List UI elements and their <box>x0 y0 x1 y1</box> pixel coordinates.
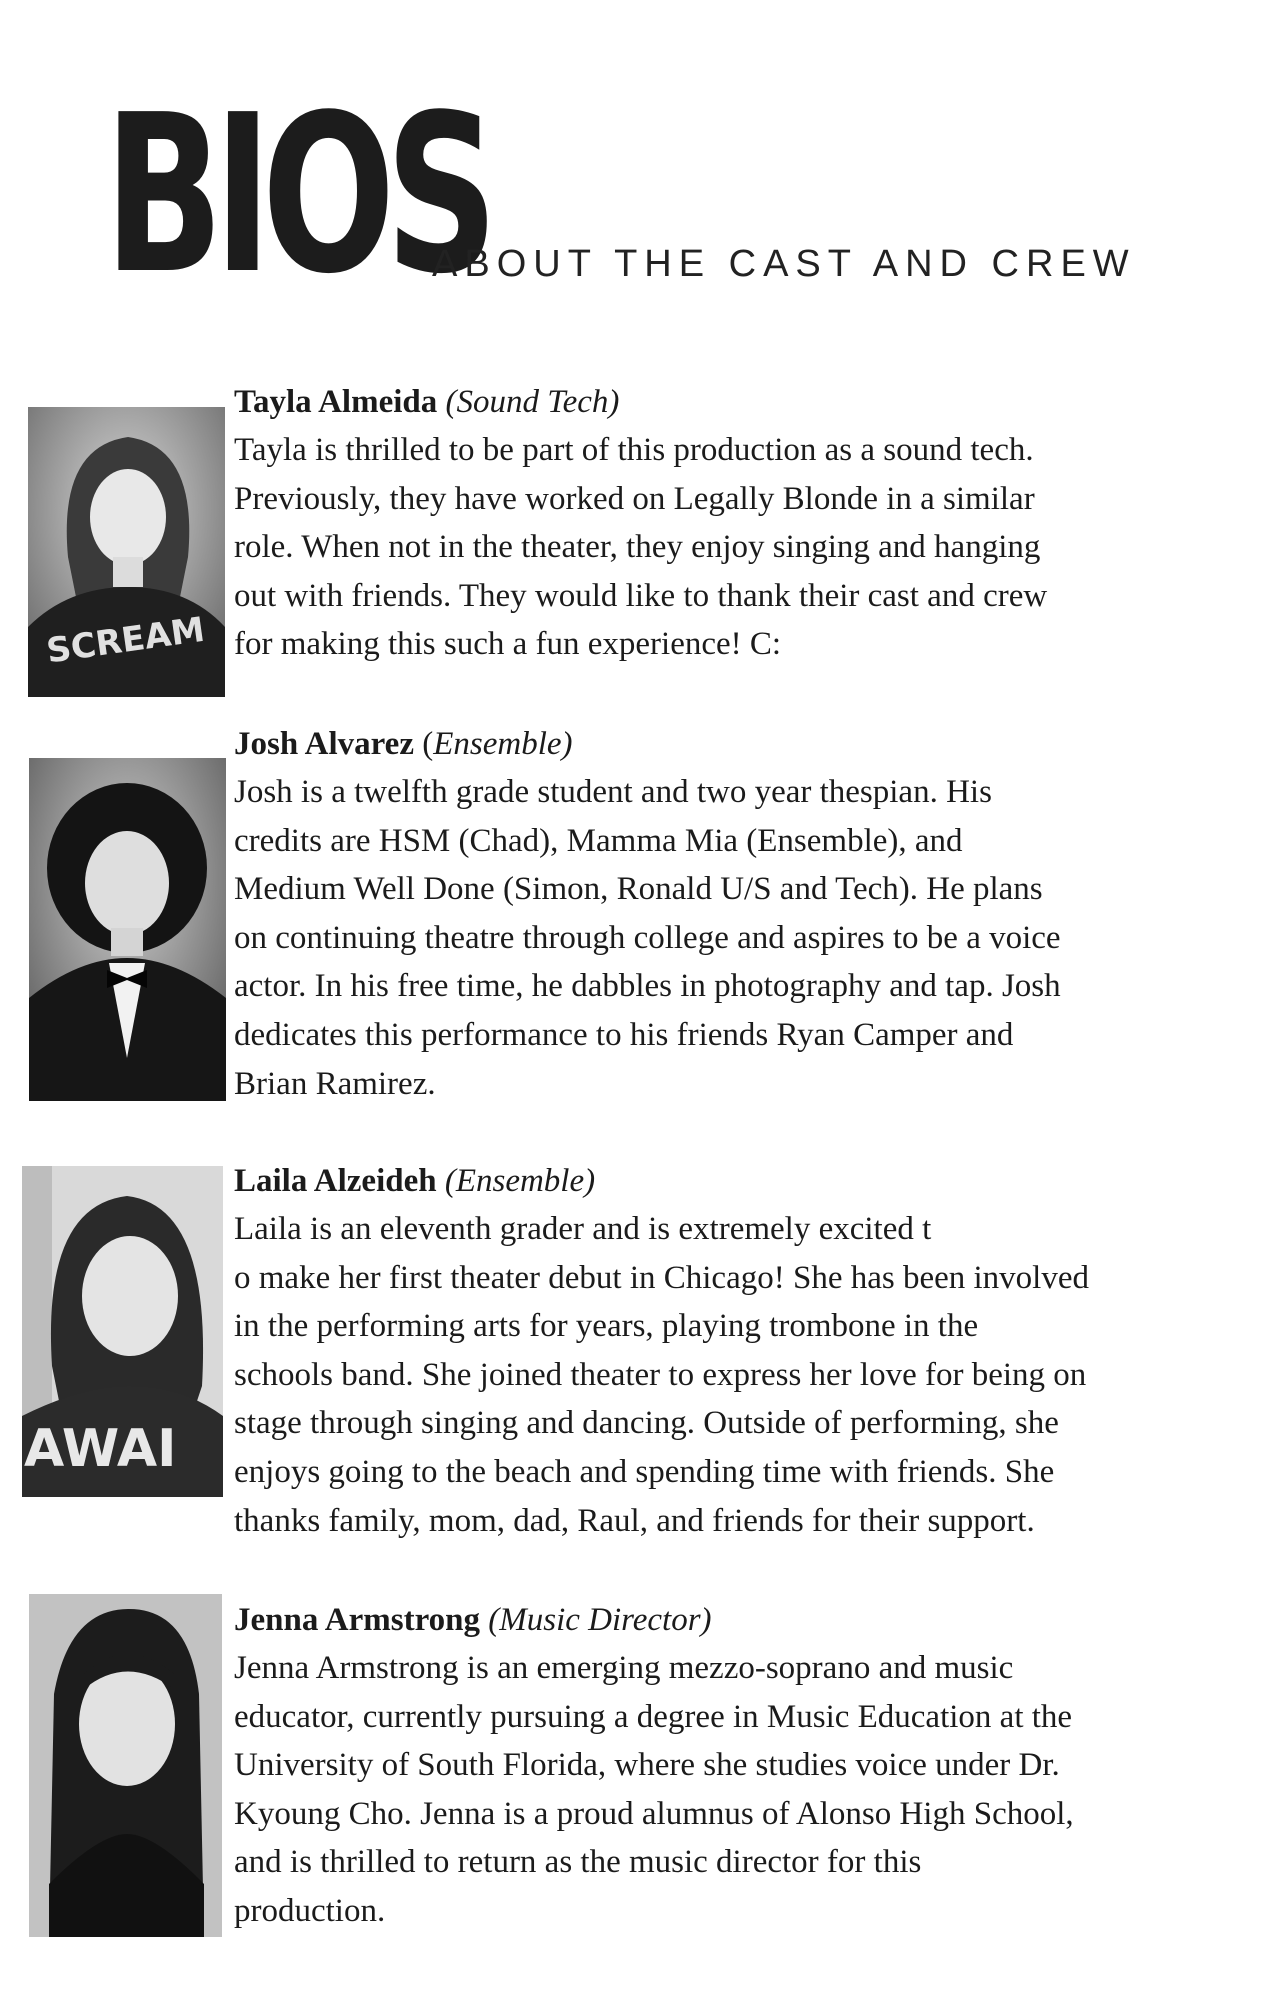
bio-name: Laila Alzeideh <box>234 1163 437 1199</box>
bio-name: Jenna Armstrong <box>234 1602 480 1638</box>
bio-role: (Sound Tech) <box>437 384 620 420</box>
portrait-photo-jenna <box>29 1594 222 1937</box>
bio-heading <box>234 720 1234 768</box>
bio-role-open: ( <box>413 726 434 762</box>
shirt-print: AWAI <box>24 1419 177 1479</box>
portrait-photo-josh <box>29 758 226 1101</box>
bio-heading <box>234 1596 1234 1644</box>
bio-text: Jenna Armstrong is an emerging mezzo-soprano and music educator, currently pursuing a degree in Music Education at the University of South Florida, where she studies voice under Dr. Kyoung Cho. Jenna is a proud alumnus of Alonso High School, and is thrilled to return as the music director for this production. <box>234 1650 1074 1929</box>
portrait-photo-laila <box>22 1166 223 1497</box>
bio-name: Tayla Almeida <box>234 384 438 420</box>
bio-role: (Ensemble) <box>436 1163 596 1199</box>
portrait-photo-tayla <box>28 407 225 697</box>
bio-entry <box>234 720 1234 1108</box>
page-subtitle: ABOUT THE CAST AND CREW <box>432 243 1136 285</box>
bio-heading <box>234 378 1234 426</box>
bio-text: Tayla is thrilled to be part of this production as a sound tech. Previously, they have worked on Legally Blonde in a similar role. When not in the theater, they enjoy singing and hanging out with friends. They would like to thank their cast and crew for making this such a fun experience! C: <box>234 432 1048 663</box>
bio-entry <box>234 1596 1234 1936</box>
page-title: BIOS <box>104 69 489 322</box>
bio-text: Laila is an eleventh grader and is extremely excited t o make her first theater debut in Chicago! She has been involved in the performing arts for years, playing trombone in the schools band. She joined theater to express her love for being on stage through singing and dancing. Outside of performing, she enjoys going to the beach and spending time with friends. She thanks family, mom, dad, Raul, and friends for their support. <box>234 1211 1089 1539</box>
bio-entry <box>234 1157 1234 1545</box>
bio-text: Josh is a twelfth grade student and two year thespian. His credits are HSM (Chad), Mamma Mia (Ensemble), and Medium Well Done (Simon, Ronald U/S and Tech). He plans on continuing theatre through college and aspires to be a voice actor. In his free time, he dabbles in photography and tap. Josh dedicates this performance to his friends Ryan Camper and Brian Ramirez. <box>234 774 1061 1102</box>
bio-role: Ensemble) <box>433 726 573 762</box>
bio-entry <box>234 378 1234 669</box>
shirt-print: SCREAM <box>44 609 208 672</box>
bio-name: Josh Alvarez <box>234 726 414 762</box>
bio-role: (Music Director) <box>480 1602 712 1638</box>
bio-heading <box>234 1157 1234 1205</box>
